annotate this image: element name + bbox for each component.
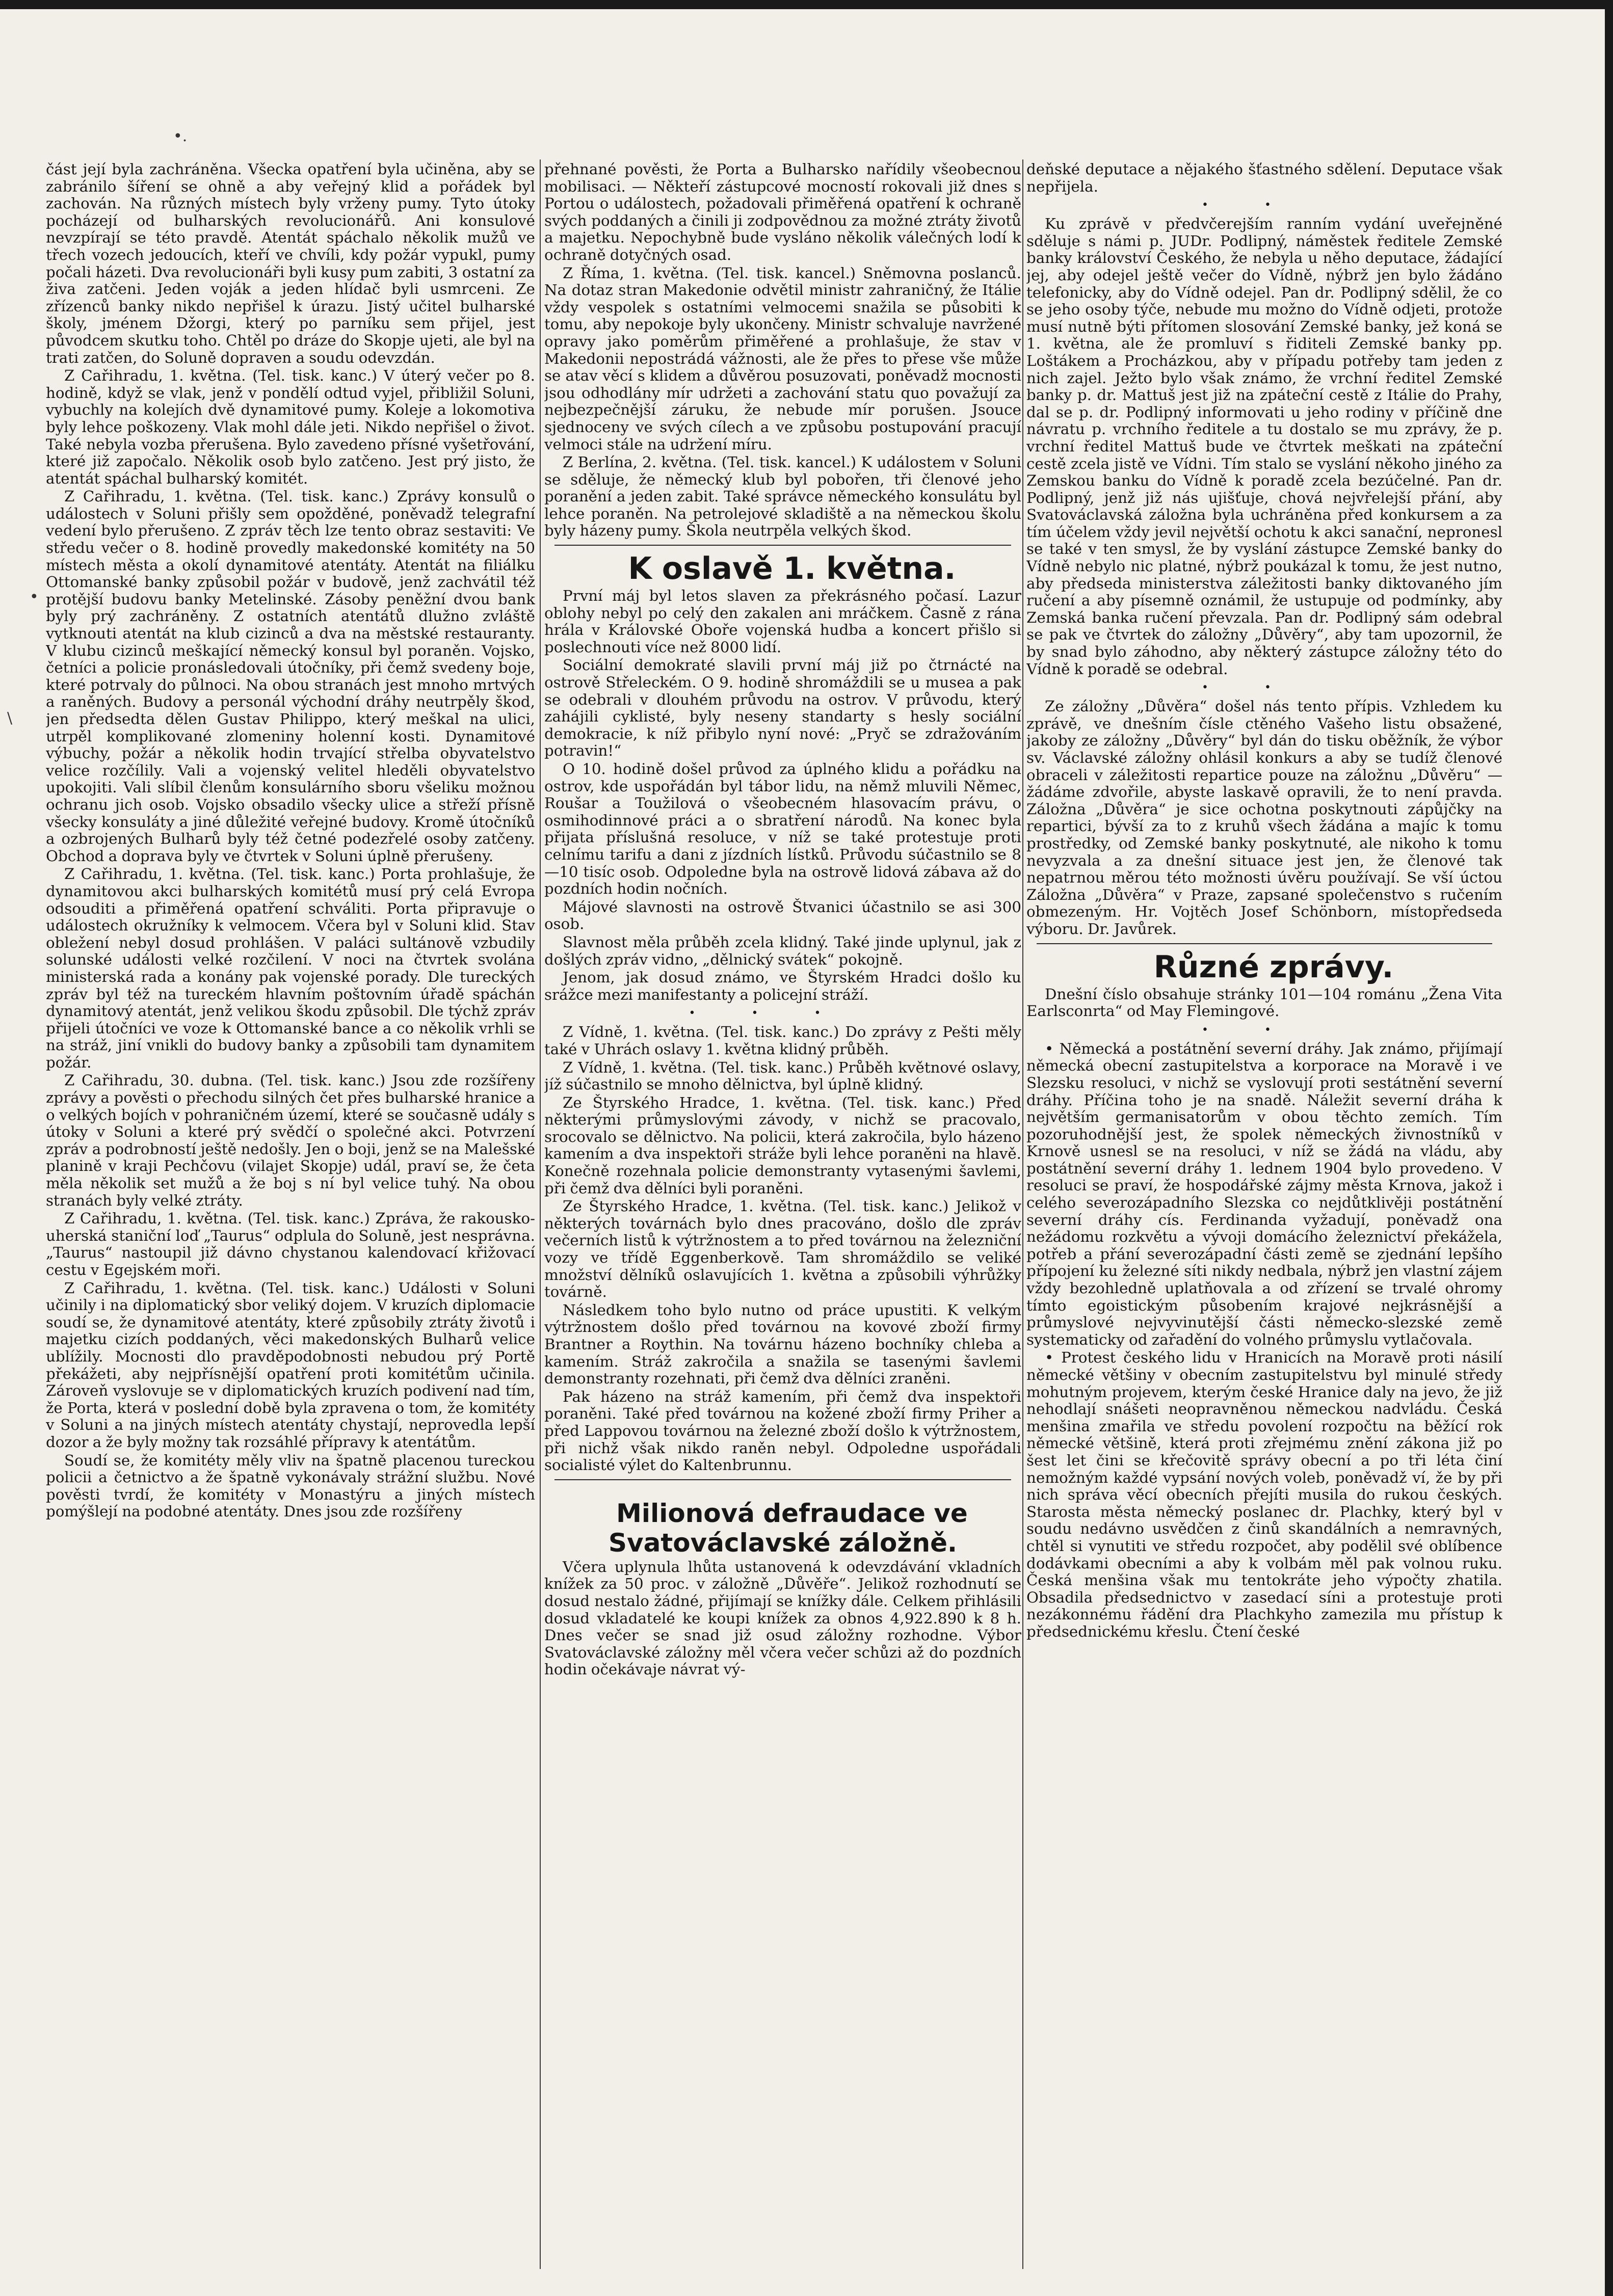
column-2 — [544, 161, 1021, 2265]
separator-stars: •• — [1202, 681, 1327, 695]
article-paragraph: Ze Štyrského Hradce, 1. května. (Tel. tisk. kanc.) Před některými průmyslovými závody, v nichž se pracovalo, srocovalo se dělnictvo. Na policii, která zakročila, bylo házeno kamením a dva inspektoři stráže byli lehce poraněni na hlavě. Konečně rozehnala policie demonstranty vytasenými šavlemi, při čemž dva dělníci byli poraněni. — [544, 1093, 1021, 1197]
article-paragraph: Májové slavnosti na ostrově Štvanici účastnilo se asi 300 osob. — [544, 898, 1021, 933]
article-paragraph: První máj byl letos slaven za překrásného počasí. Lazur oblohy nebyl po celý den zakalen ani mráčkem. Časně z rána hrála v Královské Oboře vojenská hudba a koncert přišlo si poslechnouti více než 8000 lidí. — [544, 587, 1021, 656]
margin-dot: • — [30, 588, 39, 606]
article-paragraph: Z Cařihradu, 1. května. (Tel. tisk. kanc.) Zpráva, že rakousko-uherská staniční loď „Taurus“ odplula do Soluně, jest nesprávna. „Taurus“ nastoupil již dávno chystanou kalendovací křižovací cestu v Egejském moři. — [46, 1210, 535, 1278]
serial-notice: Dnešní číslo obsahuje stránky 101—104 románu „Žena Vita Earlsconrta“ od May Flemingové. — [1026, 985, 1502, 1020]
article-paragraph: Z Říma, 1. května. (Tel. tisk. kancel.) Sněmovna poslanců. Na dotaz stran Makedonie odvětil ministr zahraničný, že Itálie vždy vespolek s ostatními velmocemi snažila se působiti k tomu, aby nepokoje byly ukončeny. Ministr schvaluje navržené opravy jako poměrům přiměřené a prohlašuje, že stav v Makedonii nepostrádá vážnosti, ale že přes to přese vše může se atav věcí s klidem a důvěrou posuzovati, poněvadž mocnosti jsou odhodlány mír udržeti a zachování statu quo považují za nejbezpečnější záruku, že nebude mír porušen. Jsouce sjednoceny ve svých cílech a ve způsobu postupování pracují velmoci stále na udržení míru. — [544, 264, 1021, 453]
article-paragraph: Z Cařihradu, 1. května. (Tel. tisk. kanc.) Zprávy konsulů o událostech v Soluni přišly sem opožděné, poněvadž telegrafní vedení bylo přerušeno. Z zpráv těch lze tento obraz sestaviti: Ve středu večer o 8. hodině provedly makedonské komitéty na 50 místech města a okolí dynamitové atentáty. Atentát na filiálku Ottomanské banky způsobil požár v budově, jenž zachvátil též protější budovu banky Metelinské. Zásoby peněžní dvou bank byly prý zachráněny. Z ostatních atentátů dlužno zvláště vytknouti atentát na klub cizinců a dva na městské restauranty. V klubu cizinců meškající německý konsul byl poraněn. Vojsko, četníci a policie pronásledovali útočníky, při čemž svedeny boje, které potrvaly do půlnoci. Na obou stranách jest mnoho mrtvých a raněných. Budovy a personál východní dráhy neutrpěly škod, jen předsedta dělen Gustav Philippo, který meškal na ulici, utrpěl komplikované zlomeniny holenní kosti. Dynamitové výbuchy, požár a několik hodin trvající střelba obyvatelstvo velice rozčílily. Vali a vojenský velitel hleděli obyvatelstvo upokojiti. Vali slíbil členům konsulárního sboru všeliku možnou ochranu jich osob. Vojsko obsadilo všecky ulice a střeží přísně všecky konsuláty a jiné důležité veřejné budovy. Kromě útočníků a ozbrojených Bulharů byly též četné podezřelé osoby zatčeny. Obchod a doprava byly ve čtvrtek v Soluni úplně přerušeny. — [46, 488, 535, 865]
article-paragraph: Pak házeno na stráž kamením, při čemž dva inspektoři poraněni. Také před továrnou na kožené zboží firmy Priher a před Lappovou továrnou na železné zboží došlo k výtržnostem, při nichž však nikdo raněn nebyl. Odpoledne uspořádali socialisté výlet do Kaltenbrunnu. — [544, 1387, 1021, 1474]
separator-stars: •• — [1202, 199, 1327, 212]
article-paragraph: Ze záložny „Důvěra“ došel nás tento přípis. Vzhledem ku zprávě, ve dnešním čísle ctěného Vašeho listu obsažené, jakoby ze záložny „Důvěry“ byl dán do tisku oběžník, že výbor sv. Václavské záložny ohlásil konkurs a aby se tudíž členové obraceli v záležitosti repartice pouze na záložnu „Důvěru“ — žádáme zdvořile, abyste laskavě opravili, že to není pravda. Záložna „Důvěra“ je sice ochotna poskytnouti zápůjčky na repartici, bývší za to z kruhů všech žádána a majíc k tomu prostředky, od Zemské banky poskytnuté, ale nikoho k tomu nevyzvala a za dnešní situace jest jen, že členové tak nepatrnou měrou této možnosti úvěru používají. Se vší úctou Záložna „Důvěra“ v Praze, zapsané společenstvo s ručením obmezeným. Hr. Vojtěch Josef Schönborn, místopředseda výboru. Dr. Javůrek. — [1026, 698, 1502, 938]
article-paragraph: • Německá a postátnění severní dráhy. Jak známo, přijímají německá obecní zastupitelstva a korporace na Moravě i ve Slezsku resoluci, v nichž se vyslovují proti sestátnění severní dráhy. Příčina toho je na snadě. Náležit severní dráha k největším germanisatorům v obou těchto zemích. Tím pozoruhodnější jest, že spolek německých živnostníků v Krnově usnesl se na resoluci, v níž se žádá na vládu, aby postátnění severní dráhy 1. lednem 1904 bylo provedeno. V resoluci se praví, že hospodářské zájmy města Krnova, jakož i celého severozápadního Slezska co nejdůtklivěji postátnění severní dráhy cís. Ferdinanda vyžadují, poněvadž ona nežádomu rozkvětu a vývoji domácího železnictví překážela, potřeb a přání severozápadní části země se zjednání lepšího přípojení ku železné síti nikdy nedbala, nýbrž jen vlastní zájem vždy bezohledně uplatňovala a od zřízení se trvalé ohromy tímto egoistickým působením krajové nejkrásnější a průmyslové nejvyvinutější části německo-slezské země systematicky od zařadění do volného průmyslu vytlačovala. — [1026, 1039, 1502, 1348]
article-paragraph: Z Vídně, 1. května. (Tel. tisk. kanc.) Do zprávy z Pešti měly také v Uhrách oslavy 1. května klidný průběh. — [544, 1023, 1021, 1058]
article-paragraph: Z Cařihradu, 1. května. (Tel. tisk. kanc.) Porta prohlašuje, že dynamitovou akci bulharských komitétů musí prý celá Evropa odsouditi a přiměřená opatření schváliti. Porta připravuje o událostech okružníky k velmocem. Včera byl v Soluni klid. Stav obležení nebyl dosud prohlášen. V paláci sultánově vzbudily solunské události velké rozčilení. V noci na čtvrtek svolána ministerská rada a konány pak vojenské porady. Dle tureckých zpráv byl též na tureckém hlavním poštovním úřadě spáchán dynamitový atentát, jenž velikou škodu způsobil. Dle týchž zpráv přijeli útočníci ve voze k Ottomanské bance a co několik vrhli se na stráž, jiní vnikli do budovy banky a způsobili tam dynamitem požár. — [46, 865, 535, 1071]
section-divider — [554, 545, 1011, 546]
article-paragraph: Následkem toho bylo nutno od práce upustiti. K velkým výtržnostem došlo před továrnou na kovové zboží firmy Brantner a Roythin. Na továrnu házeno bochníky chleba a kamením. Stráž zakročila a snažila se tasenými šavlemi demonstranty rozehnati, při čemž dva dělníci zraněni. — [544, 1301, 1021, 1387]
article-paragraph: Slavnost měla průběh zcela klidný. Také jinde uplynul, jak z došlých zpráv vidno, „dělnický svátek“ pokojně. — [544, 933, 1021, 968]
headline-may-day: K oslavě 1. května. — [628, 551, 956, 587]
article-paragraph: Včera uplynula lhůta ustanovená k odevzdávání vkladních knížek za 50 proc. v záložně „Důvěře“. Jelikož rozhodnutí se dosud nestalo žádné, přijímají se knížky dále. Celkem přihlásili dosud vkladatelé ke koupi knížek za obnos 4,922.890 k 8 h. Dnes večer se snad již osud záložny rozhodne. Výbor Svatováclavské záložny měl včera večer schůzi až do pozdních hodin očekávaje návrat vý- — [544, 1558, 1021, 1678]
article-paragraph: Sociální demokraté slavili první máj již po čtrnácté na ostrově Střeleckém. O 9. hodině shromáždili se u musea a pak se odebrali v dlouhém průvodu na ostrov. V průvodu, který zahájili cyklisté, byly neseny standarty s hesly sociální demokracie, k níž přibylo nyní nové: „Pryč se zdražováním potravin!“ — [544, 656, 1021, 760]
article-paragraph: Ku zprávě v předvčerejším ranním vydání uveřejněné sděluje s námi p. JUDr. Podlipný, náměstek ředitele Zemské banky království Českého, že nebyla u něho deputace, žádající jej, aby odejel ještě večer do Vídně, nýbrž jen bylo žádáno telefonicky, aby do Vídně odejel. Pan dr. Podlipný sdělil, že co se jeho osoby týče, nebude mu možno do Vídně odjeti, protože musí nutně býti přítomen slosování Zemské banky, jež koná se 1. května, ale že promluví s řiditeli Zemské banky pp. Loštákem a Procházkou, aby v případu potřeby tam jeden z nich zajel. Ježto bylo však známo, že vrchní ředitel Zemské banky p. dr. Mattuš jest již na zpáteční cestě z Itálie do Prahy, dal se p. dr. Podlipný informovati u jeho rodiny v příčině dne návratu p. vrchního ředitele a tu dostalo se mu zprávy, že p. vrchní ředitel Mattuš bude ve čtvrtek meškati na zpáteční cestě zcela jistě ve Vídni. Tím stalo se vyslání někoho jiného za Zemskou banku do Vídně k poradě zcela bezúčelné. Pan dr. Podlipný, jenž již nás ujišťuje, chová nejvřelejší přání, aby Svatováclavská záložna byla uchráněna před konkursem a za tím účelem vždy jevil největší ochotu k akci sanační, nepronesl se také v ten smysl, že by vyslání zástupce Zemské banky do Vídně nebylo nic platné, nýbrž poukázal k tomu, že jest nutno, aby předseda ministerstva záležitosti banky diktovaného jím ručení a aby písemně oznámil, že ustupuje od podmínky, aby Zemská banka ručení převzala. Pan dr. Podlipný sám odebral se pak ve čtvrtek do záložny „Důvěry“, aby tam upozornil, že by snad bylo záhodno, aby některý zástupce záložny této do Vídně k poradě se odebral. — [1026, 215, 1502, 678]
article-paragraph: část její byla zachráněna. Všecka opatření byla učiněna, aby se zabránilo šíření se ohně a aby veřejný klid a pořádek byl zachován. Na různých místech byly vrženy pumy. Tyto útoky pocházejí od bulharských revolucionářů. Ani konsulové nevzpírají se této pravdě. Atentát spáchalo několik mužů ve třech vozech jedoucích, kteří ve chvíli, kdy požár vypukl, pumy počali házeti. Dva revolucionáři byli kusy pum zabiti, 3 ostatní za živa zatčeni. Jeden voják a jeden hlídač byli usmrceni. Ze zřízenců banky nikdo nepřišel k úrazu. Jistý učitel bulharské školy, jménem Džorgi, který po parníku sem přijel, jest původcem skutku toho. Chtěl po dráze do Skopje ujeti, ale byl na trati zatčen, do Soluně dopraven a soudu odevzdán. — [46, 161, 535, 366]
article-paragraph: Z Cařihradu, 30. dubna. (Tel. tisk. kanc.) Jsou zde rozšířeny zprávy a pověsti o přechodu silných čet přes bulharské hranice a o velkých bojích v pohraničném území, které se současně udály s útoky v Soluni a které prý svědčí o společné akci. Potvrzení zpráv a podrobností ještě nedošly. Jen o boji, jenž se na Malešské planině v kraji Pechčovu (vilajet Skopje) udál, praví se, že četa měla několik set mužů a že boj s ní byl velice tuhý. Na obou stranách byly velké ztráty. — [46, 1072, 535, 1209]
article-paragraph: přehnané pověsti, že Porta a Bulharsko nařídily všeobecnou mobilisaci. — Někteří zástupcové mocností rokovali již dnes s Portou o událostech, požadovali přiměřená opatření k ochraně svých poddaných a činili ji zodpovědnou za možné ztráty životů a majetku. Nepochybně bude vysláno několik válečných lodí k ochraně dotyčných osad. — [544, 161, 1021, 263]
margin-slash: \ — [7, 709, 13, 727]
article-paragraph: Z Berlína, 2. května. (Tel. tisk. kancel.) K událostem v Soluni se sděluje, že německý klub byl pobořen, tři členové jeho poranění a jeden zabit. Také správce německého konsulátu byl lehce poraněn. Na petrolejové skladiště a na německou školu byly házeny pumy. Škola neutrpěla velkých škod. — [544, 453, 1021, 540]
column-3 — [1026, 161, 1502, 2265]
headline-misc-news: Různé zprávy. — [1153, 949, 1394, 985]
article-paragraph: deňské deputace a nějakého šťastného sdělení. Deputace však nepřijela. — [1026, 161, 1502, 195]
separator-stars: •• — [1202, 1023, 1327, 1036]
article-paragraph: Jenom, jak dosud známo, ve Štyrském Hradci došlo ku srážce mezi manifestanty a policejní stráží. — [544, 969, 1021, 1003]
scan-border-right — [1605, 0, 1613, 2296]
article-paragraph: Z Cařihradu, 1. května. (Tel. tisk. kanc.) V úterý večer po 8. hodině, když se vlak, jenž v pondělí odtud vyjel, přibližil Soluni, vybuchly na kolejích dvě dynamitové pumy. Koleje a lokomotiva byly lehce poškozeny. Vlak mohl dále jeti. Nikdo nepřišel o život. Také nebyla vozba přerušena. Bylo zavedeno přísné vyšetřování, které již započalo. Několik osob bylo zatčeno. Jest prý jisto, že atentát spáchal bulharský komitét. — [46, 367, 535, 487]
column-rule-left — [540, 159, 541, 2269]
top-ink-mark: •. — [173, 127, 188, 145]
article-paragraph: Soudí se, že komitéty měly vliv na špatně placenou tureckou policii a četnictvo a že špatně vykonávaly strážní službu. Nové pověsti tvrdí, že komitéty v Monastýru a jiných místech pomýšlejí na podobné atentáty. Dnes jsou zde rozšířeny — [46, 1451, 535, 1520]
headline-fraud: Milionová defraudace ve Svatováclavské záložně. — [609, 1498, 968, 1558]
separator-stars: ••• — [689, 1007, 877, 1020]
article-paragraph: Ze Štyrského Hradce, 1. května. (Tel. tisk. kanc.) Jelikož v některých továrnách bylo dnes pracováno, došlo dle zpráv večerních listů k výtržnostem a to před továrnou na železniční vozy ve třídě Eggenberkově. Tam shromáždilo se veliké množství dělníků oslavujících 1. května a způsobili výhrůžky továrně. — [544, 1197, 1021, 1301]
section-divider — [1037, 943, 1492, 944]
section-divider — [554, 1479, 1011, 1480]
column-rule-right — [1022, 159, 1023, 2269]
article-paragraph: O 10. hodině došel průvod za úplného klidu a pořádku na ostrov, kde uspořádán byl tábor lidu, na němž mluvili Němec, Roušar a Toužilová o všeobecném hlasovacím právu, o osmihodinnové práci a o sbratření národů. Na konec byla přijata příslušná resoluce, v níž se také protestuje proti celnímu tarifu a dani z jízdních lístků. Průvodu súčastnilo se 8—10 tisíc osob. Odpoledne byla na ostrově lidová zábava až do pozdních hodin nočních. — [544, 760, 1021, 898]
scan-border-top — [0, 0, 1613, 9]
newspaper-page — [0, 9, 1605, 2296]
article-paragraph: • Protest českého lidu v Hranicích na Moravě proti násilí německé většiny v obecním zastupitelstvu byl minulé středy mohutným projevem, kterým české Hranice daly na jevo, že již nehodlají snášeti neopravněnou německou nadvládu. Česká menšina zmařila ve středu povolení rozpočtu na běžící rok německé většině, která proti zřejmému znění zákona již po šest let čini se křečovitě správy obecní a po tři léta činí nemožným každé vypsání nových voleb, poněvadž ví, že by při nich správa věcí obecních přejíti musila do rukou českých. Starosta města německý poslanec dr. Plachky, který byl v soudu nedávno usvědčen z činů skandálních a nemravných, chtěl si vynutiti ve středu rozpočet, aby podělil své oblíbence dodávkami obecními a aby k volbám měl pak volnou ruku. Česká menšina však mu tentokráte jeho výpočty zhatila. Obsadila předsednictvo v zasedací síni a protestuje proti nezákonnému řádění dra Plachkyho zamezila mu přístup k předsednickému křeslu. Čtení české — [1026, 1349, 1502, 1640]
article-paragraph: Z Vídně, 1. května. (Tel. tisk. kanc.) Průběh květnové oslavy, jíž súčastnilo se mnoho dělnictva, byl úplně klidný. — [544, 1058, 1021, 1093]
column-1 — [46, 161, 535, 2265]
article-paragraph: Z Cařihradu, 1. května. (Tel. tisk. kanc.) Události v Soluni učinily i na diplomatický sbor veliký dojem. V kruzích diplomacie soudí se, že dynamitové atentáty, které způsobily ztráty životů i majetku cizích poddaných, věci makedonských Bulharů velice ublížily. Mocnosti dlo pravděpodobnosti nebudou prý Portě překážeti, aby nejpřísnější opatření proti komitétům učinila. Zároveň vyslovuje se v diplomatických kruzích podivení nad tím, že Porta, která v poslední době byla zpravena o tom, že komitéty v Soluni a na jiných místech atentáty chystají, neprovedla lepší dozor a že byly možny tak rozsáhlé přípravy k atentátům. — [46, 1279, 535, 1451]
